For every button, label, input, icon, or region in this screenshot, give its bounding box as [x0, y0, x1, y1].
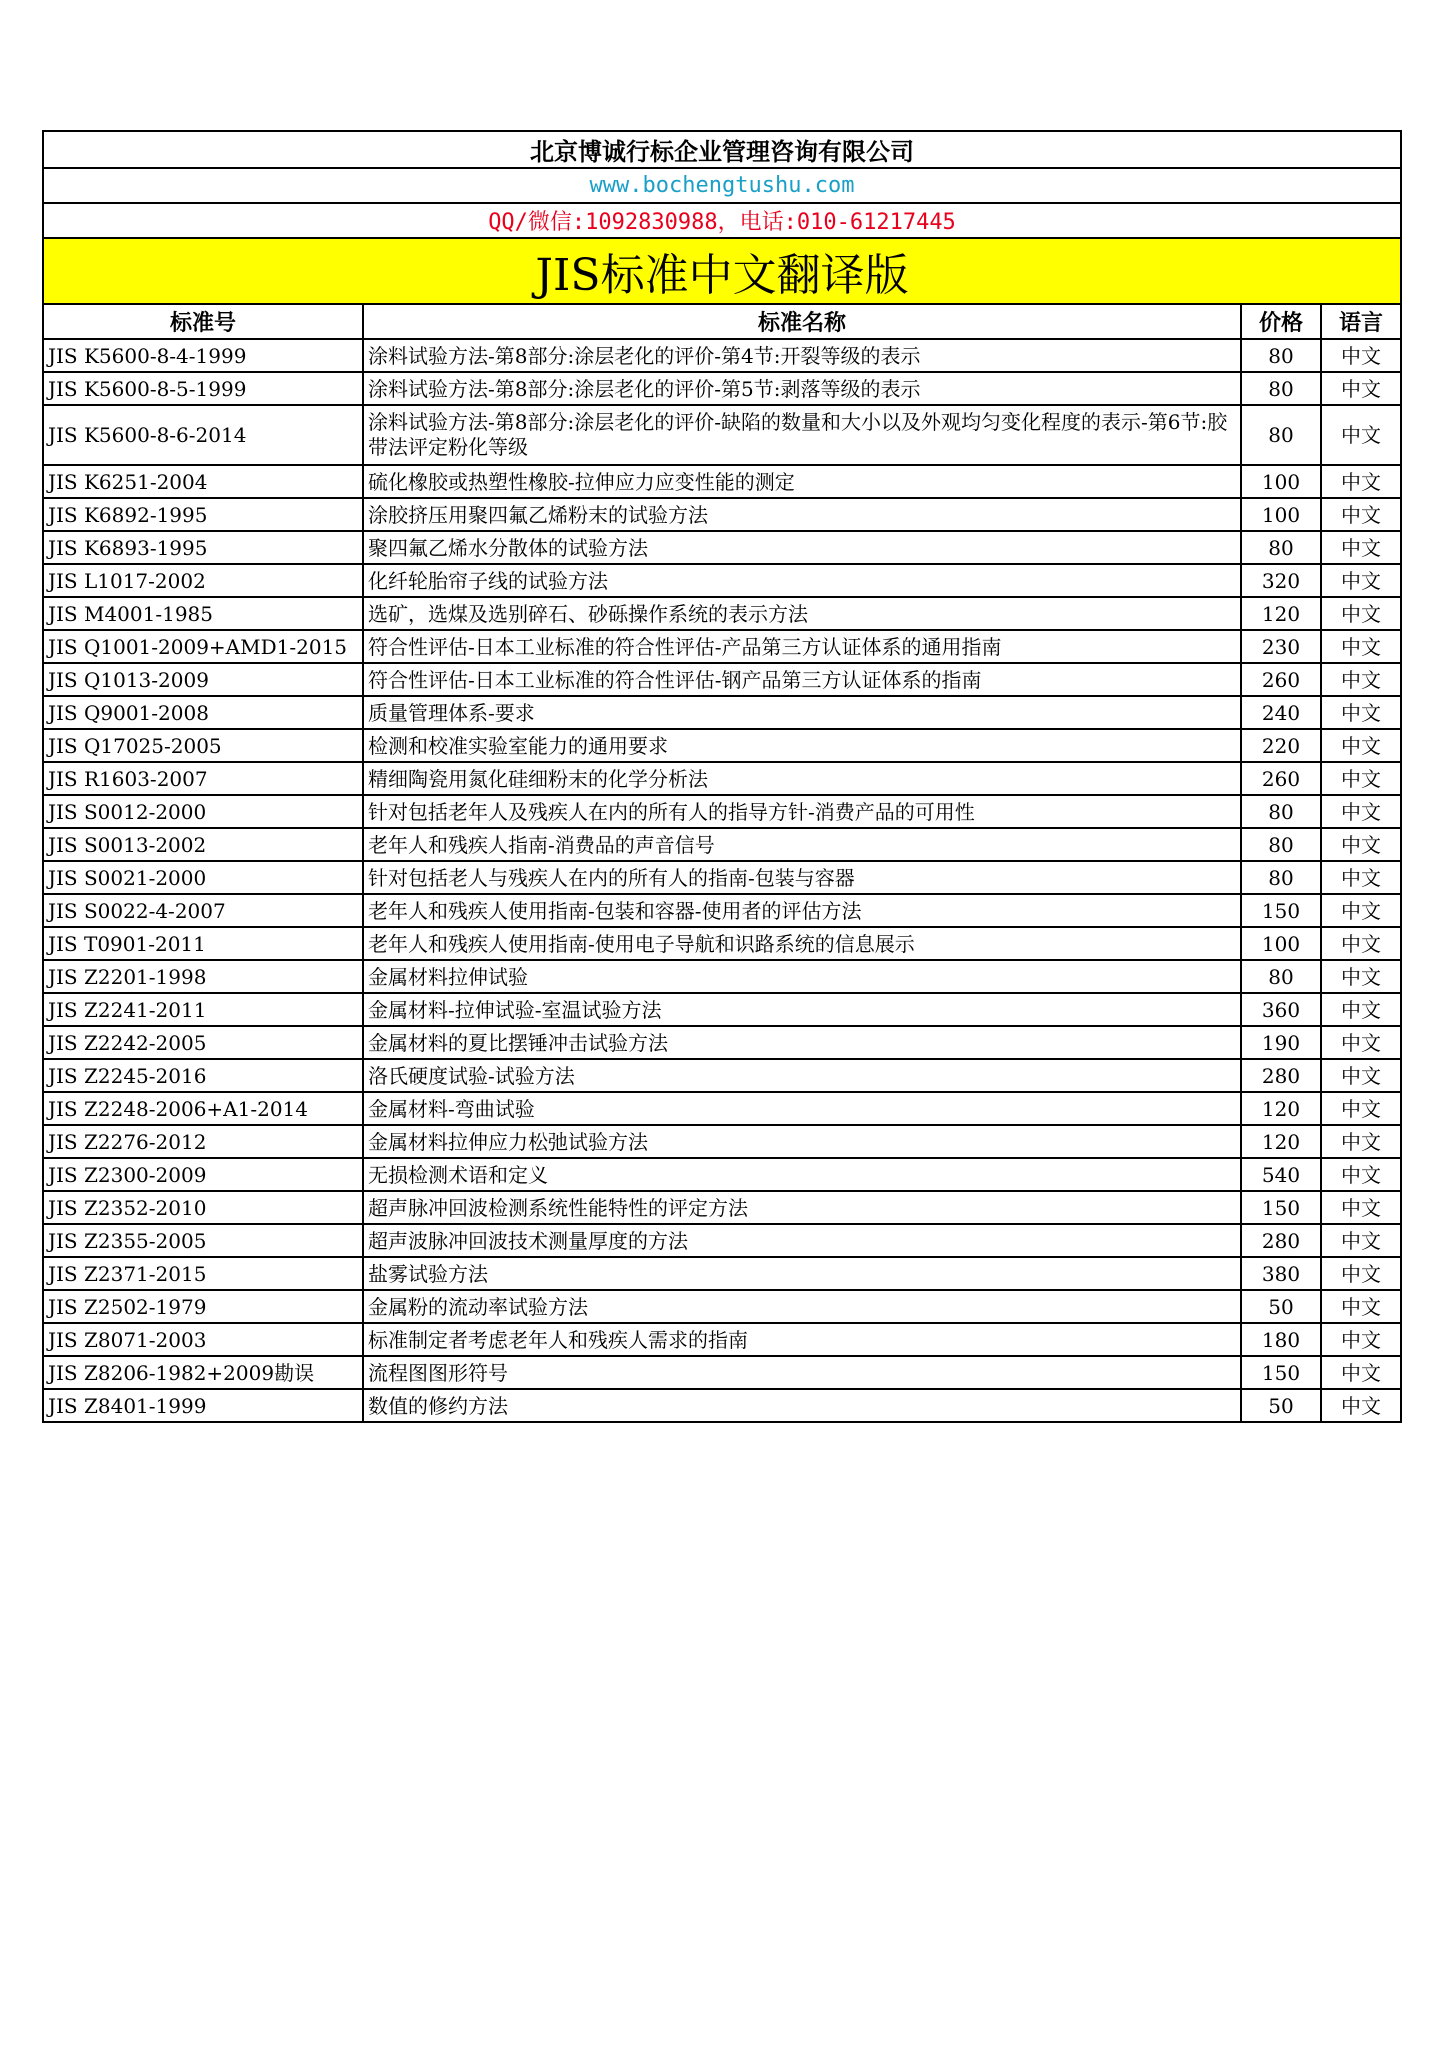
standard-name-cell: 老年人和残疾人使用指南-包装和容器-使用者的评估方法: [363, 894, 1241, 927]
table-row: [43, 696, 1401, 729]
page-title: JIS标准中文翻译版: [43, 238, 1401, 304]
standard-no-cell: JIS Z2352-2010: [43, 1191, 363, 1224]
language-cell: 中文: [1321, 498, 1401, 531]
table-row: [43, 1158, 1401, 1191]
price-cell: 80: [1241, 960, 1321, 993]
standard-name-cell: 数值的修约方法: [363, 1389, 1241, 1422]
table-row: [43, 1059, 1401, 1092]
standard-no-cell: JIS Z8071-2003: [43, 1323, 363, 1356]
company-row: [43, 131, 1401, 168]
standard-name-cell: 化纤轮胎帘子线的试验方法: [363, 564, 1241, 597]
column-header-standard-name: 标准名称: [363, 304, 1241, 339]
standard-no-cell: JIS L1017-2002: [43, 564, 363, 597]
table-row: [43, 465, 1401, 498]
standard-name-cell: 选矿，选煤及选别碎石、砂砾操作系统的表示方法: [363, 597, 1241, 630]
language-cell: 中文: [1321, 1257, 1401, 1290]
language-cell: 中文: [1321, 762, 1401, 795]
standard-name-cell: 超声波脉冲回波技术测量厚度的方法: [363, 1224, 1241, 1257]
price-cell: 80: [1241, 339, 1321, 372]
table-row: [43, 372, 1401, 405]
standard-no-cell: JIS T0901-2011: [43, 927, 363, 960]
standard-name-cell: 超声脉冲回波检测系统性能特性的评定方法: [363, 1191, 1241, 1224]
table-row: [43, 1389, 1401, 1422]
language-cell: 中文: [1321, 1092, 1401, 1125]
price-cell: 80: [1241, 795, 1321, 828]
language-cell: 中文: [1321, 1059, 1401, 1092]
price-list-table: [42, 130, 1402, 1423]
table-row: [43, 498, 1401, 531]
standard-no-cell: JIS Z2276-2012: [43, 1125, 363, 1158]
price-cell: 280: [1241, 1224, 1321, 1257]
price-cell: 180: [1241, 1323, 1321, 1356]
standard-name-cell: 老年人和残疾人使用指南-使用电子导航和识路系统的信息展示: [363, 927, 1241, 960]
price-cell: 80: [1241, 531, 1321, 564]
standard-no-cell: JIS K6893-1995: [43, 531, 363, 564]
table-row: [43, 729, 1401, 762]
price-cell: 80: [1241, 861, 1321, 894]
standard-name-cell: 涂料试验方法-第8部分:涂层老化的评价-第5节:剥落等级的表示: [363, 372, 1241, 405]
standard-no-cell: JIS Z2201-1998: [43, 960, 363, 993]
website-link[interactable]: www.bochengtushu.com: [43, 168, 1401, 203]
standard-name-cell: 质量管理体系-要求: [363, 696, 1241, 729]
price-cell: 100: [1241, 498, 1321, 531]
standard-name-cell: 聚四氟乙烯水分散体的试验方法: [363, 531, 1241, 564]
standard-name-cell: 无损检测术语和定义: [363, 1158, 1241, 1191]
standard-name-cell: 涂胶挤压用聚四氟乙烯粉末的试验方法: [363, 498, 1241, 531]
price-cell: 80: [1241, 372, 1321, 405]
price-cell: 150: [1241, 1191, 1321, 1224]
language-cell: 中文: [1321, 1323, 1401, 1356]
language-cell: 中文: [1321, 465, 1401, 498]
company-name: 北京博诚行标企业管理咨询有限公司: [43, 131, 1401, 168]
price-cell: 260: [1241, 762, 1321, 795]
standard-no-cell: JIS Z2248-2006+A1-2014: [43, 1092, 363, 1125]
standard-no-cell: JIS Z8206-1982+2009勘误: [43, 1356, 363, 1389]
table-row: [43, 960, 1401, 993]
language-cell: 中文: [1321, 795, 1401, 828]
contact-row: [43, 203, 1401, 238]
standard-name-cell: 检测和校准实验室能力的通用要求: [363, 729, 1241, 762]
language-cell: 中文: [1321, 960, 1401, 993]
standard-name-cell: 硫化橡胶或热塑性橡胶-拉伸应力应变性能的测定: [363, 465, 1241, 498]
table-row: [43, 828, 1401, 861]
standard-no-cell: JIS S0022-4-2007: [43, 894, 363, 927]
standard-no-cell: JIS S0021-2000: [43, 861, 363, 894]
price-cell: 220: [1241, 729, 1321, 762]
standard-name-cell: 金属材料拉伸应力松弛试验方法: [363, 1125, 1241, 1158]
table-row: [43, 339, 1401, 372]
standard-name-cell: 流程图图形符号: [363, 1356, 1241, 1389]
price-cell: 100: [1241, 465, 1321, 498]
table-row: [43, 531, 1401, 564]
price-cell: 230: [1241, 630, 1321, 663]
standard-name-cell: 标准制定者考虑老年人和残疾人需求的指南: [363, 1323, 1241, 1356]
standard-no-cell: JIS K6892-1995: [43, 498, 363, 531]
language-cell: 中文: [1321, 597, 1401, 630]
standard-no-cell: JIS K6251-2004: [43, 465, 363, 498]
language-cell: 中文: [1321, 1290, 1401, 1323]
standard-no-cell: JIS R1603-2007: [43, 762, 363, 795]
table-row: [43, 597, 1401, 630]
language-cell: 中文: [1321, 894, 1401, 927]
language-cell: 中文: [1321, 372, 1401, 405]
table-row: [43, 795, 1401, 828]
price-cell: 380: [1241, 1257, 1321, 1290]
standard-no-cell: JIS Q1013-2009: [43, 663, 363, 696]
column-header-standard-no: 标准号: [43, 304, 363, 339]
website-row: [43, 168, 1401, 203]
table-row: [43, 663, 1401, 696]
language-cell: 中文: [1321, 1224, 1401, 1257]
price-cell: 540: [1241, 1158, 1321, 1191]
price-cell: 320: [1241, 564, 1321, 597]
standard-name-cell: 洛氏硬度试验-试验方法: [363, 1059, 1241, 1092]
price-cell: 50: [1241, 1290, 1321, 1323]
standard-no-cell: JIS Z2241-2011: [43, 993, 363, 1026]
language-cell: 中文: [1321, 663, 1401, 696]
table-row: [43, 1224, 1401, 1257]
standard-name-cell: 符合性评估-日本工业标准的符合性评估-产品第三方认证体系的通用指南: [363, 630, 1241, 663]
standard-name-cell: 金属材料-拉伸试验-室温试验方法: [363, 993, 1241, 1026]
standard-no-cell: JIS K5600-8-5-1999: [43, 372, 363, 405]
language-cell: 中文: [1321, 1389, 1401, 1422]
language-cell: 中文: [1321, 405, 1401, 465]
price-cell: 80: [1241, 405, 1321, 465]
standard-name-cell: 针对包括老年人及残疾人在内的所有人的指导方针-消费产品的可用性: [363, 795, 1241, 828]
standard-name-cell: 金属材料拉伸试验: [363, 960, 1241, 993]
table-row: [43, 861, 1401, 894]
standard-name-cell: 盐雾试验方法: [363, 1257, 1241, 1290]
language-cell: 中文: [1321, 339, 1401, 372]
column-header-row: [43, 304, 1401, 339]
table-row: [43, 993, 1401, 1026]
standard-no-cell: JIS S0013-2002: [43, 828, 363, 861]
standard-no-cell: JIS Z2355-2005: [43, 1224, 363, 1257]
standard-no-cell: JIS Q1001-2009+AMD1-2015: [43, 630, 363, 663]
standard-name-cell: 涂料试验方法-第8部分:涂层老化的评价-缺陷的数量和大小以及外观均匀变化程度的表示-第6节:胶带法评定粉化等级: [363, 405, 1241, 465]
language-cell: 中文: [1321, 1125, 1401, 1158]
column-header-price: 价格: [1241, 304, 1321, 339]
table-row: [43, 1323, 1401, 1356]
language-cell: 中文: [1321, 1191, 1401, 1224]
standard-no-cell: JIS S0012-2000: [43, 795, 363, 828]
language-cell: 中文: [1321, 927, 1401, 960]
language-cell: 中文: [1321, 1158, 1401, 1191]
price-cell: 280: [1241, 1059, 1321, 1092]
language-cell: 中文: [1321, 861, 1401, 894]
table-row: [43, 630, 1401, 663]
standard-no-cell: JIS K5600-8-4-1999: [43, 339, 363, 372]
price-cell: 240: [1241, 696, 1321, 729]
standard-no-cell: JIS Z2502-1979: [43, 1290, 363, 1323]
standard-no-cell: JIS M4001-1985: [43, 597, 363, 630]
price-list-body: [43, 131, 1401, 1422]
standard-no-cell: JIS Q17025-2005: [43, 729, 363, 762]
standard-no-cell: JIS Z8401-1999: [43, 1389, 363, 1422]
language-cell: 中文: [1321, 1026, 1401, 1059]
language-cell: 中文: [1321, 630, 1401, 663]
table-row: [43, 1125, 1401, 1158]
price-cell: 100: [1241, 927, 1321, 960]
standard-name-cell: 金属材料的夏比摆锤冲击试验方法: [363, 1026, 1241, 1059]
price-cell: 150: [1241, 894, 1321, 927]
standard-name-cell: 老年人和残疾人指南-消费品的声音信号: [363, 828, 1241, 861]
standard-name-cell: 金属材料-弯曲试验: [363, 1092, 1241, 1125]
standard-no-cell: JIS Z2242-2005: [43, 1026, 363, 1059]
table-row: [43, 1026, 1401, 1059]
price-cell: 50: [1241, 1389, 1321, 1422]
contact-info: QQ/微信:1092830988，电话:010-61217445: [43, 203, 1401, 238]
table-row: [43, 894, 1401, 927]
language-cell: 中文: [1321, 993, 1401, 1026]
price-cell: 150: [1241, 1356, 1321, 1389]
column-header-language: 语言: [1321, 304, 1401, 339]
language-cell: 中文: [1321, 564, 1401, 597]
table-row: [43, 762, 1401, 795]
table-row: [43, 1257, 1401, 1290]
table-row: [43, 1191, 1401, 1224]
standard-name-cell: 精细陶瓷用氮化硅细粉末的化学分析法: [363, 762, 1241, 795]
language-cell: 中文: [1321, 729, 1401, 762]
price-cell: 190: [1241, 1026, 1321, 1059]
language-cell: 中文: [1321, 696, 1401, 729]
standard-name-cell: 符合性评估-日本工业标准的符合性评估-钢产品第三方认证体系的指南: [363, 663, 1241, 696]
language-cell: 中文: [1321, 828, 1401, 861]
standard-name-cell: 涂料试验方法-第8部分:涂层老化的评价-第4节:开裂等级的表示: [363, 339, 1241, 372]
language-cell: 中文: [1321, 531, 1401, 564]
price-cell: 260: [1241, 663, 1321, 696]
table-row: [43, 927, 1401, 960]
standard-name-cell: 金属粉的流动率试验方法: [363, 1290, 1241, 1323]
table-row: [43, 1356, 1401, 1389]
standard-no-cell: JIS K5600-8-6-2014: [43, 405, 363, 465]
price-cell: 360: [1241, 993, 1321, 1026]
price-cell: 80: [1241, 828, 1321, 861]
price-cell: 120: [1241, 597, 1321, 630]
standard-no-cell: JIS Q9001-2008: [43, 696, 363, 729]
price-cell: 120: [1241, 1092, 1321, 1125]
table-row: [43, 564, 1401, 597]
table-row: [43, 1092, 1401, 1125]
language-cell: 中文: [1321, 1356, 1401, 1389]
standard-no-cell: JIS Z2371-2015: [43, 1257, 363, 1290]
table-row: [43, 405, 1401, 465]
title-row: [43, 238, 1401, 304]
standard-no-cell: JIS Z2300-2009: [43, 1158, 363, 1191]
price-cell: 120: [1241, 1125, 1321, 1158]
standard-no-cell: JIS Z2245-2016: [43, 1059, 363, 1092]
standard-name-cell: 针对包括老人与残疾人在内的所有人的指南-包装与容器: [363, 861, 1241, 894]
table-row: [43, 1290, 1401, 1323]
